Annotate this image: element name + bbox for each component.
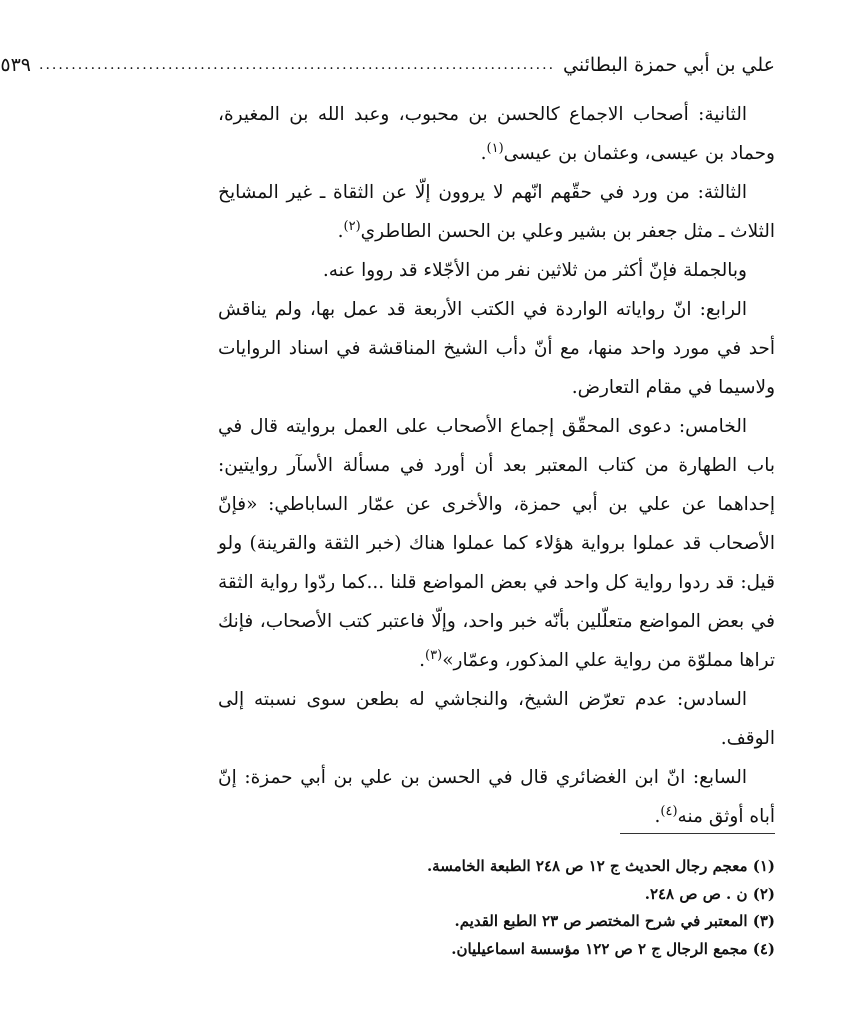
footnote-ref-4[interactable]: (٤) <box>660 804 678 819</box>
footnote-ref-1[interactable]: (١) <box>486 141 504 156</box>
paragraph-seventh: السابع: انّ ابن الغضائري قال في الحسن بن علي بن أبي حمزة: إنّ أباه أوثق منه$^{(٤)}$. <box>218 767 775 827</box>
paragraph-sixth: السادس: عدم تعرّض الشيخ، والنجاشي له بطعن سوى نسبته إلى الوقف. <box>218 689 775 749</box>
paragraph-fourth: الرابع: انّ رواياته الواردة في الكتب الأربعة قد عمل بها، ولم يناقش أحد في مورد واحد منها، مع أنّ دأب الشيخ المناقشة في اسناد الروايات ولاسيما في مقام التعارض. <box>218 299 775 398</box>
paragraph-summary: وبالجملة فإنّ أكثر من ثلاثين نفر من الأجّلاء قد رووا عنه. <box>322 260 747 281</box>
body-text <box>218 95 775 836</box>
footnote-2: (٢) ن . ص ص ٢٤٨. <box>644 884 775 903</box>
footnote-3: (٣) المعتبر في شرح المختصر ص ٢٣ الطبع القديم. <box>454 912 775 930</box>
paragraph-second: الثانية: أصحاب الاجماع كالحسن بن محبوب، وعبد الله بن المغيرة، وحماد بن عيسى، وعثمان بن عيسى$^{(١)}$. <box>218 104 775 164</box>
header-leader-dots: ................................................................................ <box>39 57 556 73</box>
header-title: علي بن أبي حمزة البطائني <box>563 54 775 76</box>
footnotes <box>218 853 775 963</box>
paragraph-fifth: الخامس: دعوى المحقّق إجماع الأصحاب على العمل بروايته قال في باب الطهارة من كتاب المعتبر بعد أن أورد في مسألة الأسآر روايتين: إحداهما عن علي بن أبي حمزة، والأخرى عن عمّار الساباطي: «فإنّ الأصحاب قد عملوا برواية هؤلاء كما عملوا هناك (خبر الثقة والقرينة) ولو قيل: قد ردوا رواية كل واحد في بعض المواضع قلنا ...كما ردّوا رواية الثقة في بعض المواضع متعلّلين بأنّه خبر واحد، وإلّا فاعتبر كتب الأصحاب، فإنك تراها مملوّة من رواية علي المذكور، وعمّار»$^{(٣)}$. <box>218 416 775 671</box>
footnote-ref-3[interactable]: (٣) <box>425 648 443 663</box>
page-number: ٥٣٩ <box>0 54 31 76</box>
footnote-1: (١) معجم رجال الحديث ج ١٢ ص ٢٤٨ الطبعة الخامسة. <box>426 857 775 875</box>
footnote-divider <box>620 833 775 834</box>
footnote-4: (٤) مجمع الرجال ج ٢ ص ١٢٢ مؤسسة اسماعيليان. <box>451 939 775 958</box>
footnote-ref-2[interactable]: (٢) <box>343 219 361 234</box>
paragraph-third: الثالثة: من ورد في حقّهم انّهم لا يروون إلّا عن الثقاة ـ غير المشايخ الثلاث ـ مثل جعفر بن بشير وعلي بن الحسن الطاطري$^{(٢)}$. <box>218 182 775 242</box>
running-header <box>0 48 775 82</box>
